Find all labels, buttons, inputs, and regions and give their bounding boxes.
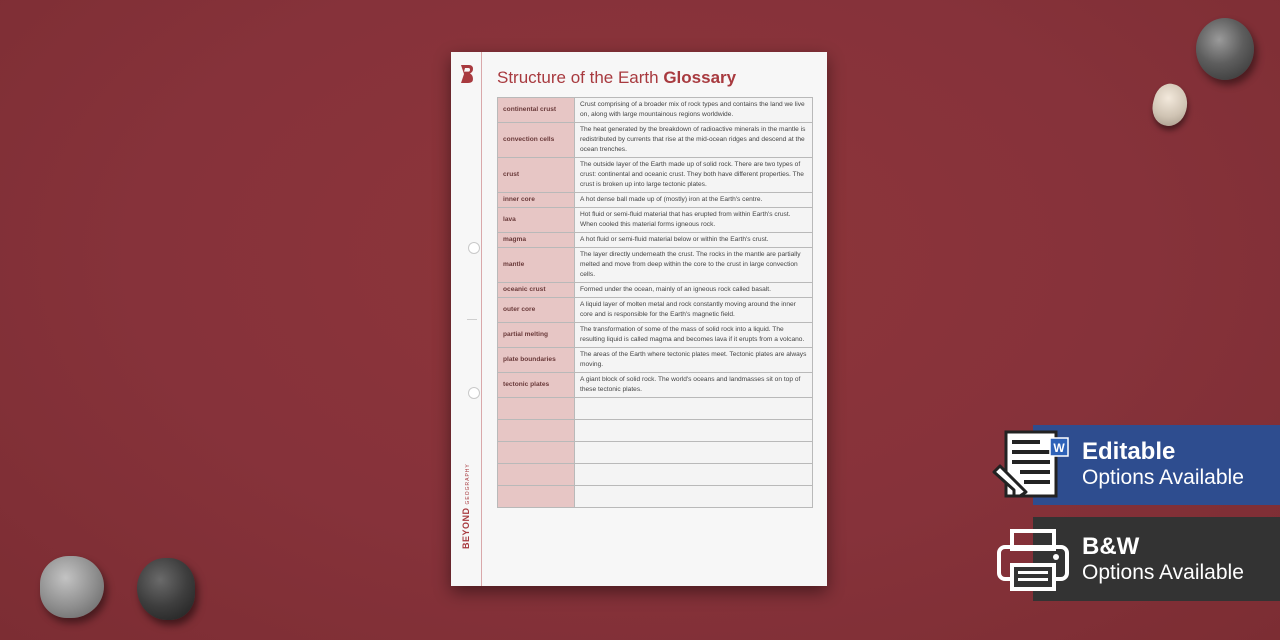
glossary-term: partial melting — [498, 323, 575, 348]
glossary-definition: A hot fluid or semi-fluid material below or within the Earth's crust. — [575, 233, 813, 248]
stone-decoration — [137, 558, 195, 620]
bw-subtitle: Options Available — [1082, 561, 1244, 584]
empty-glossary-row — [498, 486, 813, 508]
empty-glossary-row — [498, 398, 813, 420]
glossary-row — [498, 298, 813, 323]
bw-banner[interactable] — [1033, 517, 1280, 601]
glossary-row — [498, 373, 813, 398]
empty-definition-cell[interactable] — [575, 420, 813, 442]
glossary-definition: The areas of the Earth where tectonic plates meet. Tectonic plates are always moving. — [575, 348, 813, 373]
empty-definition-cell[interactable] — [575, 398, 813, 420]
glossary-definition: The heat generated by the breakdown of radioactive minerals in the mantle is redistributed by currents that rise at the mid-ocean ridges and descend at the ocean trenches. — [575, 123, 813, 158]
glossary-definition: The layer directly underneath the crust. The rocks in the mantle are partially melted and move from deep within the core to the crust in large convection cells. — [575, 248, 813, 283]
punch-hole — [468, 387, 480, 399]
empty-term-cell[interactable] — [498, 398, 575, 420]
glossary-term: outer core — [498, 298, 575, 323]
empty-glossary-row — [498, 464, 813, 486]
glossary-row — [498, 283, 813, 298]
glossary-row — [498, 208, 813, 233]
glossary-definition: A giant block of solid rock. The world's oceans and landmasses sit on top of these tectonic plates. — [575, 373, 813, 398]
empty-glossary-row — [498, 442, 813, 464]
title-bold: Glossary — [663, 68, 737, 87]
empty-term-cell[interactable] — [498, 486, 575, 508]
glossary-term: inner core — [498, 193, 575, 208]
glossary-term: oceanic crust — [498, 283, 575, 298]
glossary-row — [498, 158, 813, 193]
glossary-definition: The outside layer of the Earth made up of solid rock. There are two types of crust: continental and oceanic crust. They both have different properties. The crust is broken up into large tectonic plates. — [575, 158, 813, 193]
glossary-definition: A liquid layer of molten metal and rock constantly moving around the inner core and is responsible for the Earth's magnetic field. — [575, 298, 813, 323]
empty-definition-cell[interactable] — [575, 486, 813, 508]
empty-glossary-row — [498, 420, 813, 442]
punch-hole — [468, 242, 480, 254]
brand-logo-icon — [458, 64, 474, 84]
glossary-row — [498, 98, 813, 123]
glossary-row — [498, 233, 813, 248]
glossary-definition: Crust comprising of a broader mix of rock types and contains the land we live on, along with large mountainous regions worldwide. — [575, 98, 813, 123]
empty-definition-cell[interactable] — [575, 464, 813, 486]
editable-subtitle: Options Available — [1082, 466, 1244, 489]
brand-subject: GEOGRAPHY — [465, 463, 471, 505]
glossary-term: mantle — [498, 248, 575, 283]
glossary-definition: The transformation of some of the mass of solid rock into a liquid. The resulting liquid is called magma and becomes lava if it erupts from a volcano. — [575, 323, 813, 348]
printer-icon — [996, 527, 1070, 593]
stone-decoration — [40, 556, 104, 618]
word-document-icon — [992, 430, 1072, 500]
pebble-decoration — [1148, 80, 1192, 129]
svg-text:W: W — [1053, 441, 1065, 455]
glossary-term: plate boundaries — [498, 348, 575, 373]
glossary-term: tectonic plates — [498, 373, 575, 398]
stone-decoration — [1196, 18, 1254, 80]
glossary-row — [498, 248, 813, 283]
glossary-row — [498, 348, 813, 373]
worksheet-preview — [451, 52, 827, 586]
glossary-definition: A hot dense ball made up of (mostly) iron at the Earth's centre. — [575, 193, 813, 208]
glossary-row — [498, 193, 813, 208]
worksheet-title — [497, 68, 736, 88]
title-regular: Structure of the Earth — [497, 68, 659, 87]
empty-term-cell[interactable] — [498, 420, 575, 442]
bw-title: B&W — [1082, 533, 1140, 560]
glossary-row — [498, 123, 813, 158]
glossary-term: lava — [498, 208, 575, 233]
fold-mark — [467, 319, 477, 320]
glossary-term: magma — [498, 233, 575, 248]
empty-term-cell[interactable] — [498, 464, 575, 486]
glossary-definition: Hot fluid or semi-fluid material that has erupted from within Earth's crust. When cooled this material forms igneous rock. — [575, 208, 813, 233]
empty-term-cell[interactable] — [498, 442, 575, 464]
editable-title: Editable — [1082, 438, 1176, 465]
margin-line — [481, 52, 482, 586]
glossary-definition: Formed under the ocean, mainly of an igneous rock called basalt. — [575, 283, 813, 298]
glossary-row — [498, 323, 813, 348]
empty-definition-cell[interactable] — [575, 442, 813, 464]
brand-name: BEYOND — [461, 507, 471, 549]
glossary-term: continental crust — [498, 98, 575, 123]
glossary-term: convection cells — [498, 123, 575, 158]
glossary-term: crust — [498, 158, 575, 193]
glossary-table — [497, 97, 813, 508]
